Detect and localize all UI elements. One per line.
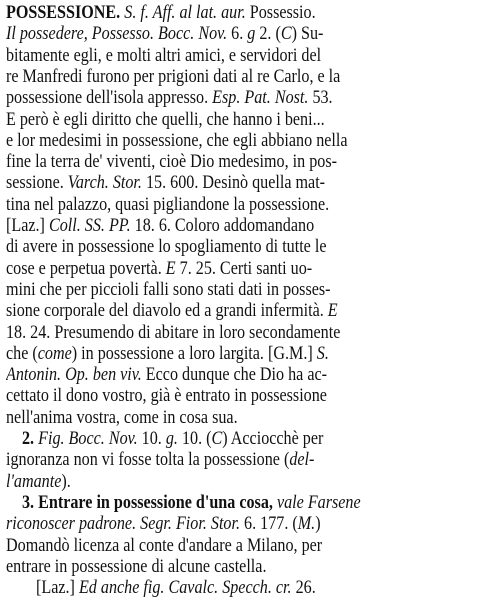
text-run: 26. [291,577,316,599]
entry-line [6,23,460,45]
text-run: 6. 177. ( [239,513,298,535]
italic-text: del- [289,449,315,471]
entry-line [6,471,460,493]
text-run: di avere in possessione lo spogliamento di tutte le [6,236,327,258]
text-run: che ( [6,342,38,364]
entry-line [6,343,460,365]
entry-line [6,45,460,67]
text-run: [Laz.] [6,215,49,236]
italic-text: Antonin. Op. ben viv. [6,364,142,386]
text-run: ) in possessione a loro largita. [G.M.] [71,342,317,364]
text-run: re Manfredi furono per prigioni dati al re Carlo, e la [6,65,341,87]
text-run: ). [61,470,71,492]
text-run: cose e perpetua povertà. [6,257,166,279]
italic-text: g. [165,428,178,449]
bold-text: POSSESSIONE. [6,2,121,23]
entry-line [6,513,460,535]
italic-text: come [37,342,72,364]
entry-line [6,66,460,88]
italic-text: vale Farsene [272,491,361,513]
text-run: nell'anima vostra, come in cosa sua. [6,406,238,428]
text-run: E però è egli diritto che quelli, che hanno i beni... [6,108,325,130]
italic-text: g [247,23,256,45]
entry-line [6,236,460,258]
entry-line [6,385,460,407]
entry-line [6,364,460,386]
text-run: [Laz.] [36,577,79,599]
entry-line [36,577,478,599]
text-run: 10. ( [177,428,212,449]
entry-line [22,428,476,450]
italic-text: S. [316,342,329,364]
bold-text: 2. [22,428,39,449]
entry-line [6,194,460,216]
entry-line [6,215,460,237]
text-run: 15. 600. Desinò quella mat- [141,172,326,194]
entry-line [6,279,460,301]
italic-text: E [327,300,338,322]
entry-line [6,322,460,344]
italic-text: S. f. Aff. al lat. aur. [124,2,246,23]
italic-text: C [211,428,223,449]
text-run: 7. 25. Certi santi uo- [175,257,313,279]
text-run: possessione dell'isola appresso. [6,87,213,109]
text-run: 10. [137,428,166,449]
entry-line [6,535,460,557]
entry-line [6,109,460,131]
entry-line [6,449,460,471]
entry-line [6,172,460,194]
entry-line [6,300,460,322]
entry-line [6,407,460,429]
italic-text: E [165,257,176,279]
text-run: 18. 6. Coloro addomandano [130,215,315,236]
text-run: mini che per piccioli falli sono stati dati in posses- [6,278,331,300]
text-run: ignoranza non vi fosse tolta la possessione ( [6,449,290,471]
italic-text: Fig. Bocc. Nov. [38,428,138,449]
text-run: 18. 24. Presumendo di abitare in loro secondamente [6,321,341,343]
text-run: Possessio. [245,2,316,23]
text-run: 2. ( [255,23,281,45]
text-run: 53. [308,87,333,109]
text-run: sione corporale del diavolo ed a grandi infermità. [6,300,328,322]
text-run: ) [315,513,321,535]
italic-text: Coll. SS. PP. [48,215,131,236]
italic-text: l'amante [6,470,62,492]
entry-line [6,2,460,24]
text-run: ) Su- [291,23,324,45]
entry-line [6,130,460,152]
bold-text: 3. Entrare in possessione d'una cosa, [22,491,273,513]
text-run: e lor medesimi in possessione, che egli abbiano nella [6,129,348,151]
entry-line [22,492,476,514]
italic-text: C [280,23,292,45]
italic-text: M. [297,513,316,535]
text-run: fine la terra de' viventi, cioè Dio medesimo, in pos- [6,151,337,173]
italic-text: Esp. Pat. Nost. [212,87,309,109]
text-run: 6. [227,23,248,45]
text-run: Ecco dunque che Dio ha ac- [141,364,328,386]
italic-text: Il possedere, Possesso. Bocc. Nov. [6,23,228,45]
italic-text: riconoscer padrone. Segr. Fior. Stor. [6,513,240,535]
text-run: bitamente egli, e molti altri amici, e servidori del [6,44,322,66]
text-run: Domandò licenza al conte d'andare a Milano, per [6,534,323,556]
text-run: tina nel palazzo, quasi pigliandone la possessione. [6,193,330,215]
text-run: entrare in possessione di alcune castella. [6,555,267,577]
entry-line [6,556,460,578]
text-run: ) Acciocchè per [222,428,324,449]
entry-line [6,258,460,280]
italic-text: Ed anche fig. Cavalc. Specch. cr. [78,577,292,599]
text-run: cettato il dono vostro, già è entrato in possessione [6,385,327,407]
text-run: sessione. [6,172,68,194]
entry-line [6,87,460,109]
entry-line [6,151,460,173]
italic-text: Varch. Stor. [67,172,142,194]
